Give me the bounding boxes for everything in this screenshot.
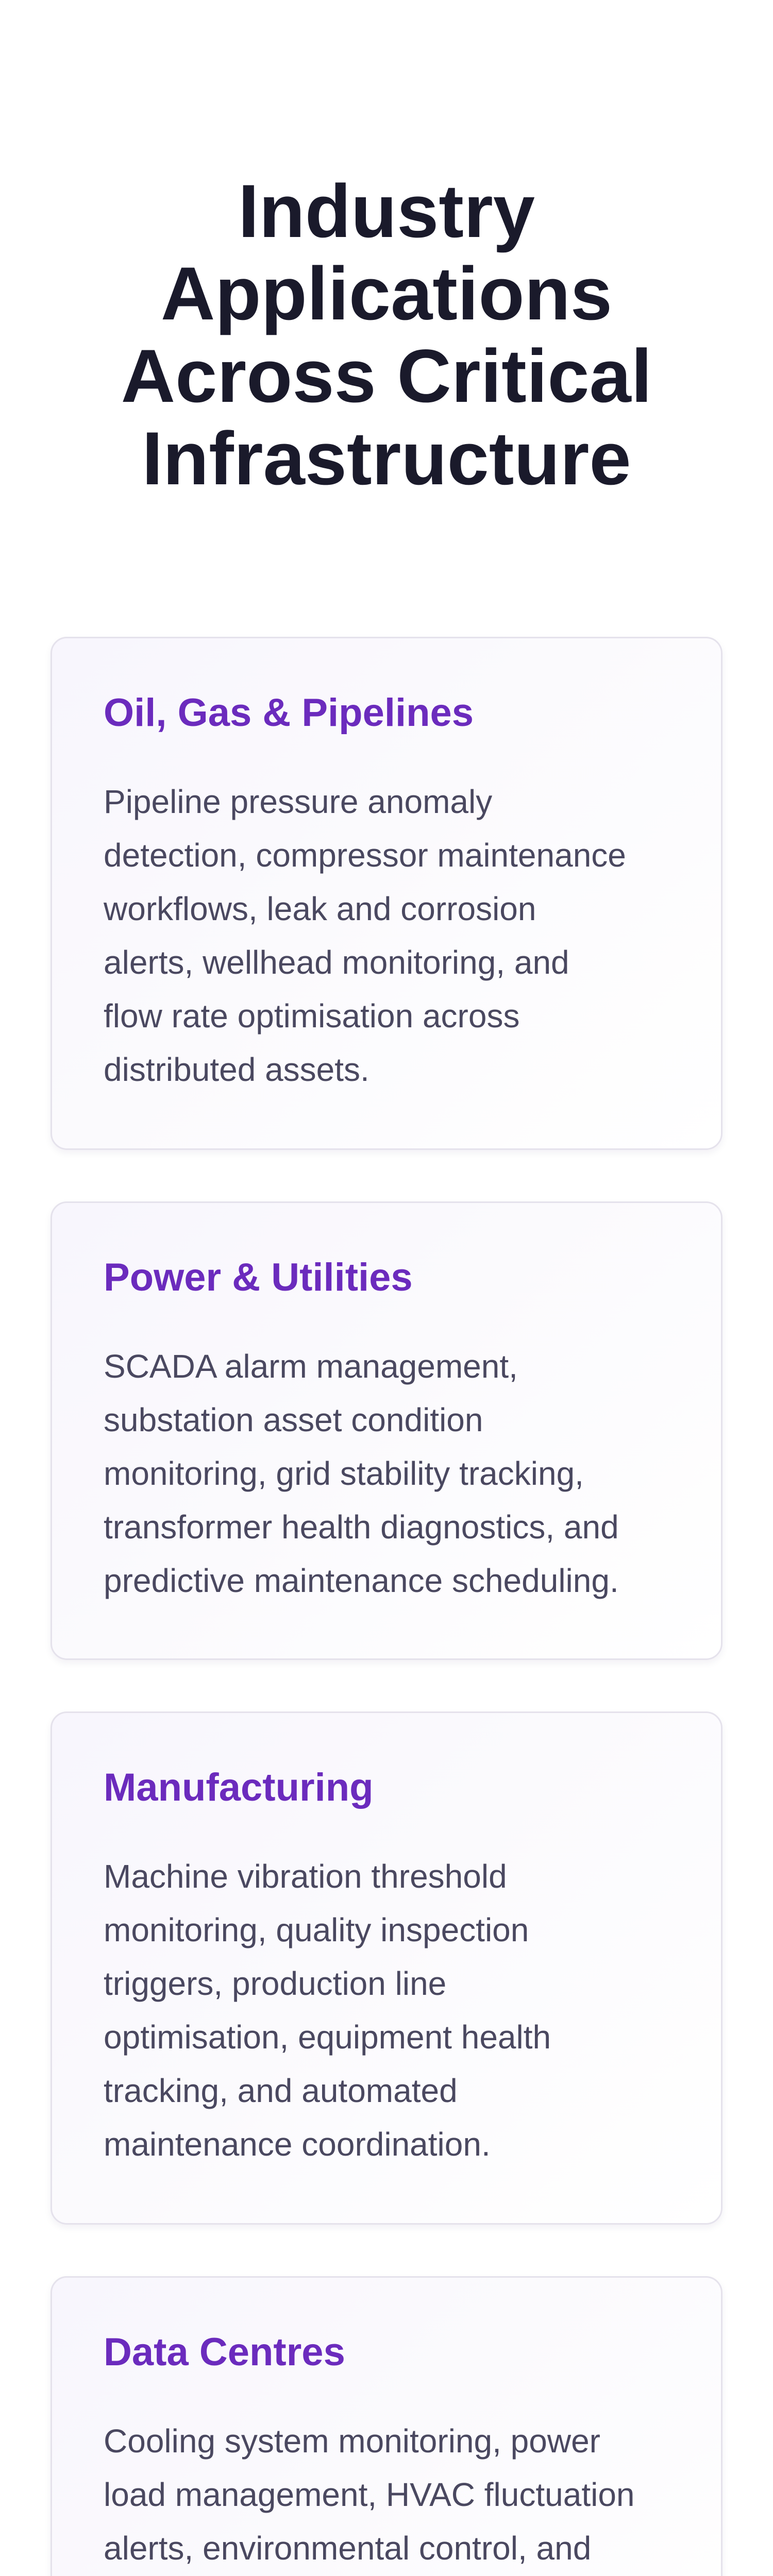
page-title-line: Across Critical [121, 334, 652, 418]
card-title: Oil, Gas & Pipelines [104, 691, 474, 735]
card-description-line: monitoring, grid stability tracking, [104, 1455, 584, 1492]
card-title: Power & Utilities [104, 1256, 413, 1299]
card-title: Manufacturing [104, 1766, 374, 1809]
page-title-line: Infrastructure [142, 416, 631, 500]
card-description-line: maintenance coordination. [104, 2126, 491, 2163]
card-description-line: SCADA alarm management, [104, 1348, 518, 1385]
page-title-line: Applications [160, 251, 613, 335]
page-title-line: Industry [238, 169, 535, 253]
card-description-line: Pipeline pressure anomaly [104, 783, 493, 820]
card-description [104, 1340, 676, 1607]
card-description-line: workflows, leak and corrosion [104, 890, 536, 927]
card-description-line: alerts, environmental control, and [104, 2530, 592, 2567]
card-description [104, 775, 676, 1096]
card-description-line: transformer health diagnostics, and [104, 1509, 619, 1546]
card-title: Data Centres [104, 2330, 345, 2374]
card-description-line: Cooling system monitoring, power [104, 2422, 600, 2460]
card-description-line: distributed assets. [104, 1051, 369, 1088]
card-description-line: triggers, production line [104, 1965, 447, 2002]
card-description-line: predictive maintenance scheduling. [104, 1562, 619, 1599]
industry-card-data-centres [51, 2276, 722, 2576]
industry-card-power-utilities [51, 1201, 722, 1660]
industry-card-oil-gas [51, 637, 722, 1150]
page-title [0, 170, 773, 500]
industry-card-manufacturing [51, 1711, 722, 2225]
card-description-line: substation asset condition [104, 1401, 483, 1438]
card-description-line: tracking, and automated [104, 2072, 458, 2109]
card-description-line: optimisation, equipment health [104, 2019, 551, 2056]
card-description-line: alerts, wellhead monitoring, and [104, 944, 569, 981]
card-description [104, 2414, 676, 2576]
card-description-line: monitoring, quality inspection [104, 1911, 529, 1948]
card-description-line: Machine vibration threshold [104, 1858, 507, 1895]
card-description-line: load management, HVAC fluctuation [104, 2476, 635, 2513]
card-description [104, 1850, 676, 2171]
card-description-line: flow rate optimisation across [104, 997, 520, 1035]
card-description-line: detection, compressor maintenance [104, 837, 626, 874]
